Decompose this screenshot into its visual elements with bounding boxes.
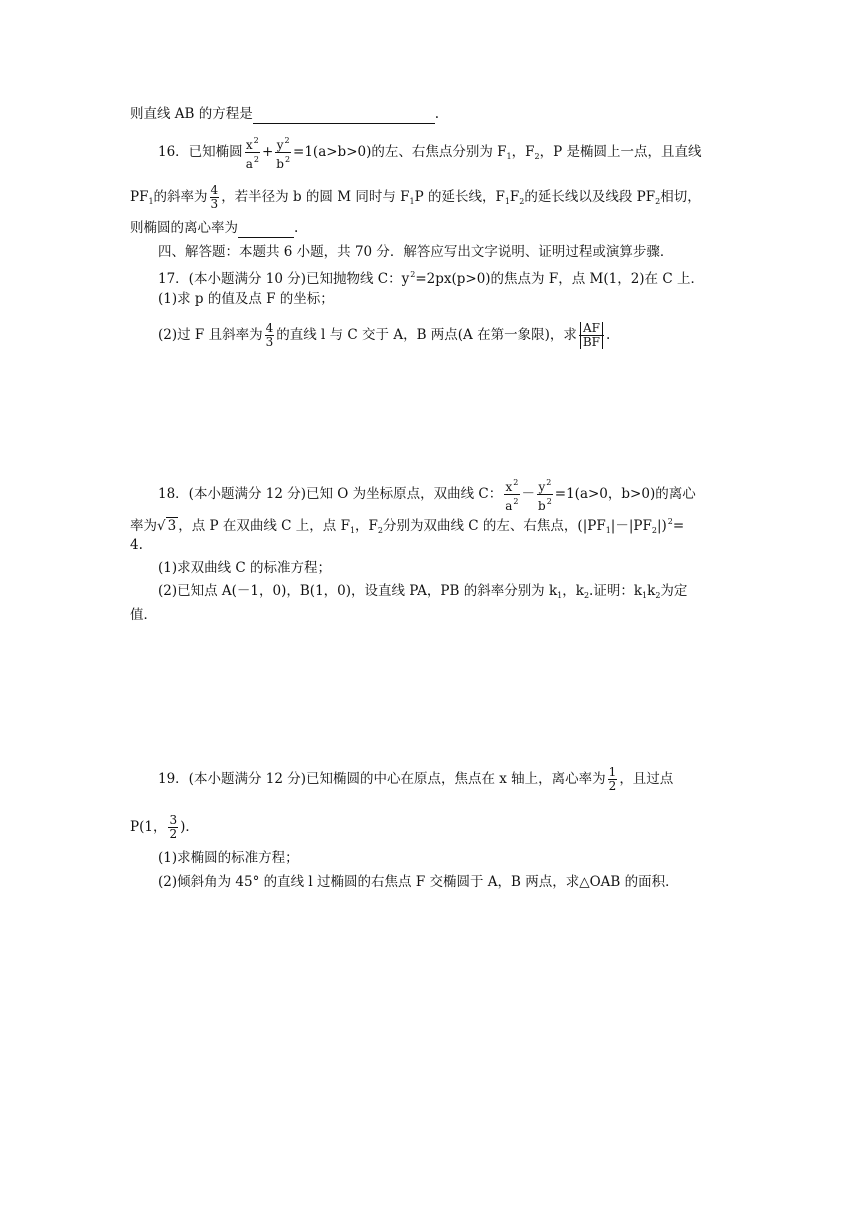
sqrt-3: √ 3 — [157, 518, 177, 534]
q19-part2: (2)倾斜角为 45° 的直线 l 过椭圆的右焦点 F 交椭圆于 A，B 两点，求△OAB 的面积． — [158, 874, 679, 890]
fraction-1-2: $\frac{1}{2}$ — [608, 765, 617, 793]
q19-line2: P(1， $\frac{3}{2}$ )． — [130, 813, 199, 841]
fraction-x2-a2: $\frac{x^2}{a^2}$ — [505, 478, 519, 513]
fraction-af-bf: $\frac{AF}{BF}$ — [579, 322, 604, 349]
q18-part2-cont: 值． — [130, 607, 157, 623]
answer-blank — [253, 109, 435, 124]
fraction-x2-a2: $\frac{x^2}{a^2}$ — [245, 136, 259, 171]
fraction-3-2: $\frac{3}{2}$ — [169, 813, 178, 841]
q17-part1: (1)求 p 的值及点 F 的坐标； — [158, 291, 334, 307]
q19-part1: (1)求椭圆的标准方程； — [158, 850, 299, 866]
q15-tail: 则直线 AB 的方程是 . — [130, 106, 440, 122]
fraction-y2-b2: $\frac{y^2}{b^2}$ — [538, 478, 552, 513]
q18-line1: 18．(本小题满分 12 分)已知 O 为坐标原点，双曲线 C： $\frac{x^2}{a^2}$ － $\frac{y^2}{b^2}$ =1(a>0，b>0)的离心 — [158, 478, 696, 513]
q18-part1: (1)求双曲线 C 的标准方程； — [158, 560, 332, 576]
answer-blank — [238, 223, 294, 238]
section-heading: 四、解答题：本题共 6 小题，共 70 分．解答应写出文字说明、证明过程或演算步骤． — [158, 244, 674, 260]
fraction-4-3: $\frac{4}{3}$ — [265, 321, 274, 349]
q18-line2: 率为√ 3 ，点 P 在双曲线 C 上，点 $F_1$，$F_2$分别为双曲线 C 的左、右焦点，$(|PF_1|-|PF_2|)^2=$ — [130, 517, 685, 535]
q16-line3: 则椭圆的离心率为 . — [130, 220, 299, 236]
q17-line1: 17．(本小题满分 10 分)已知抛物线 C：$y^2=2px(p>0)$的焦点为 F，点 M(1，2)在 C 上． — [158, 270, 704, 287]
q19-line1: 19．(本小题满分 12 分)已知椭圆的中心在原点，焦点在 x 轴上，离心率为 $\frac{1}{2}$ ，且过点 — [158, 765, 674, 793]
q16-line1: 16．已知椭圆 $\frac{x^2}{a^2}$ + $\frac{y^2}{b^2}$ =1(a>b>0)的左、右焦点分别为 $F_1$，$F_2$，P 是椭圆上一点，且直线 — [158, 136, 702, 171]
q18-line3: 4. — [130, 537, 143, 553]
q16-line2: $PF_1$的斜率为 $\frac{4}{3}$ ，若半径为 b 的圆 M 同时与 $F_1P$ 的延长线，$F_1F_2$的延长线以及线段 $PF_2$相切， — [130, 183, 701, 211]
fraction-4-3: $\frac{4}{3}$ — [210, 183, 219, 211]
q18-part2: (2)已知点 A(－1，0)，B(1，0)，设直线 PA，PB 的斜率分别为 $k_1$，$k_2$.证明：$k_1k_2$为定 — [158, 583, 688, 600]
fraction-y2-b2: $\frac{y^2}{b^2}$ — [276, 136, 291, 171]
q17-part2: (2)过 F 且斜率为 $\frac{4}{3}$ 的直线 l 与 C 交于 A，B 两点(A 在第一象限)，求 $\frac{AF}{BF}$ . — [158, 321, 611, 349]
